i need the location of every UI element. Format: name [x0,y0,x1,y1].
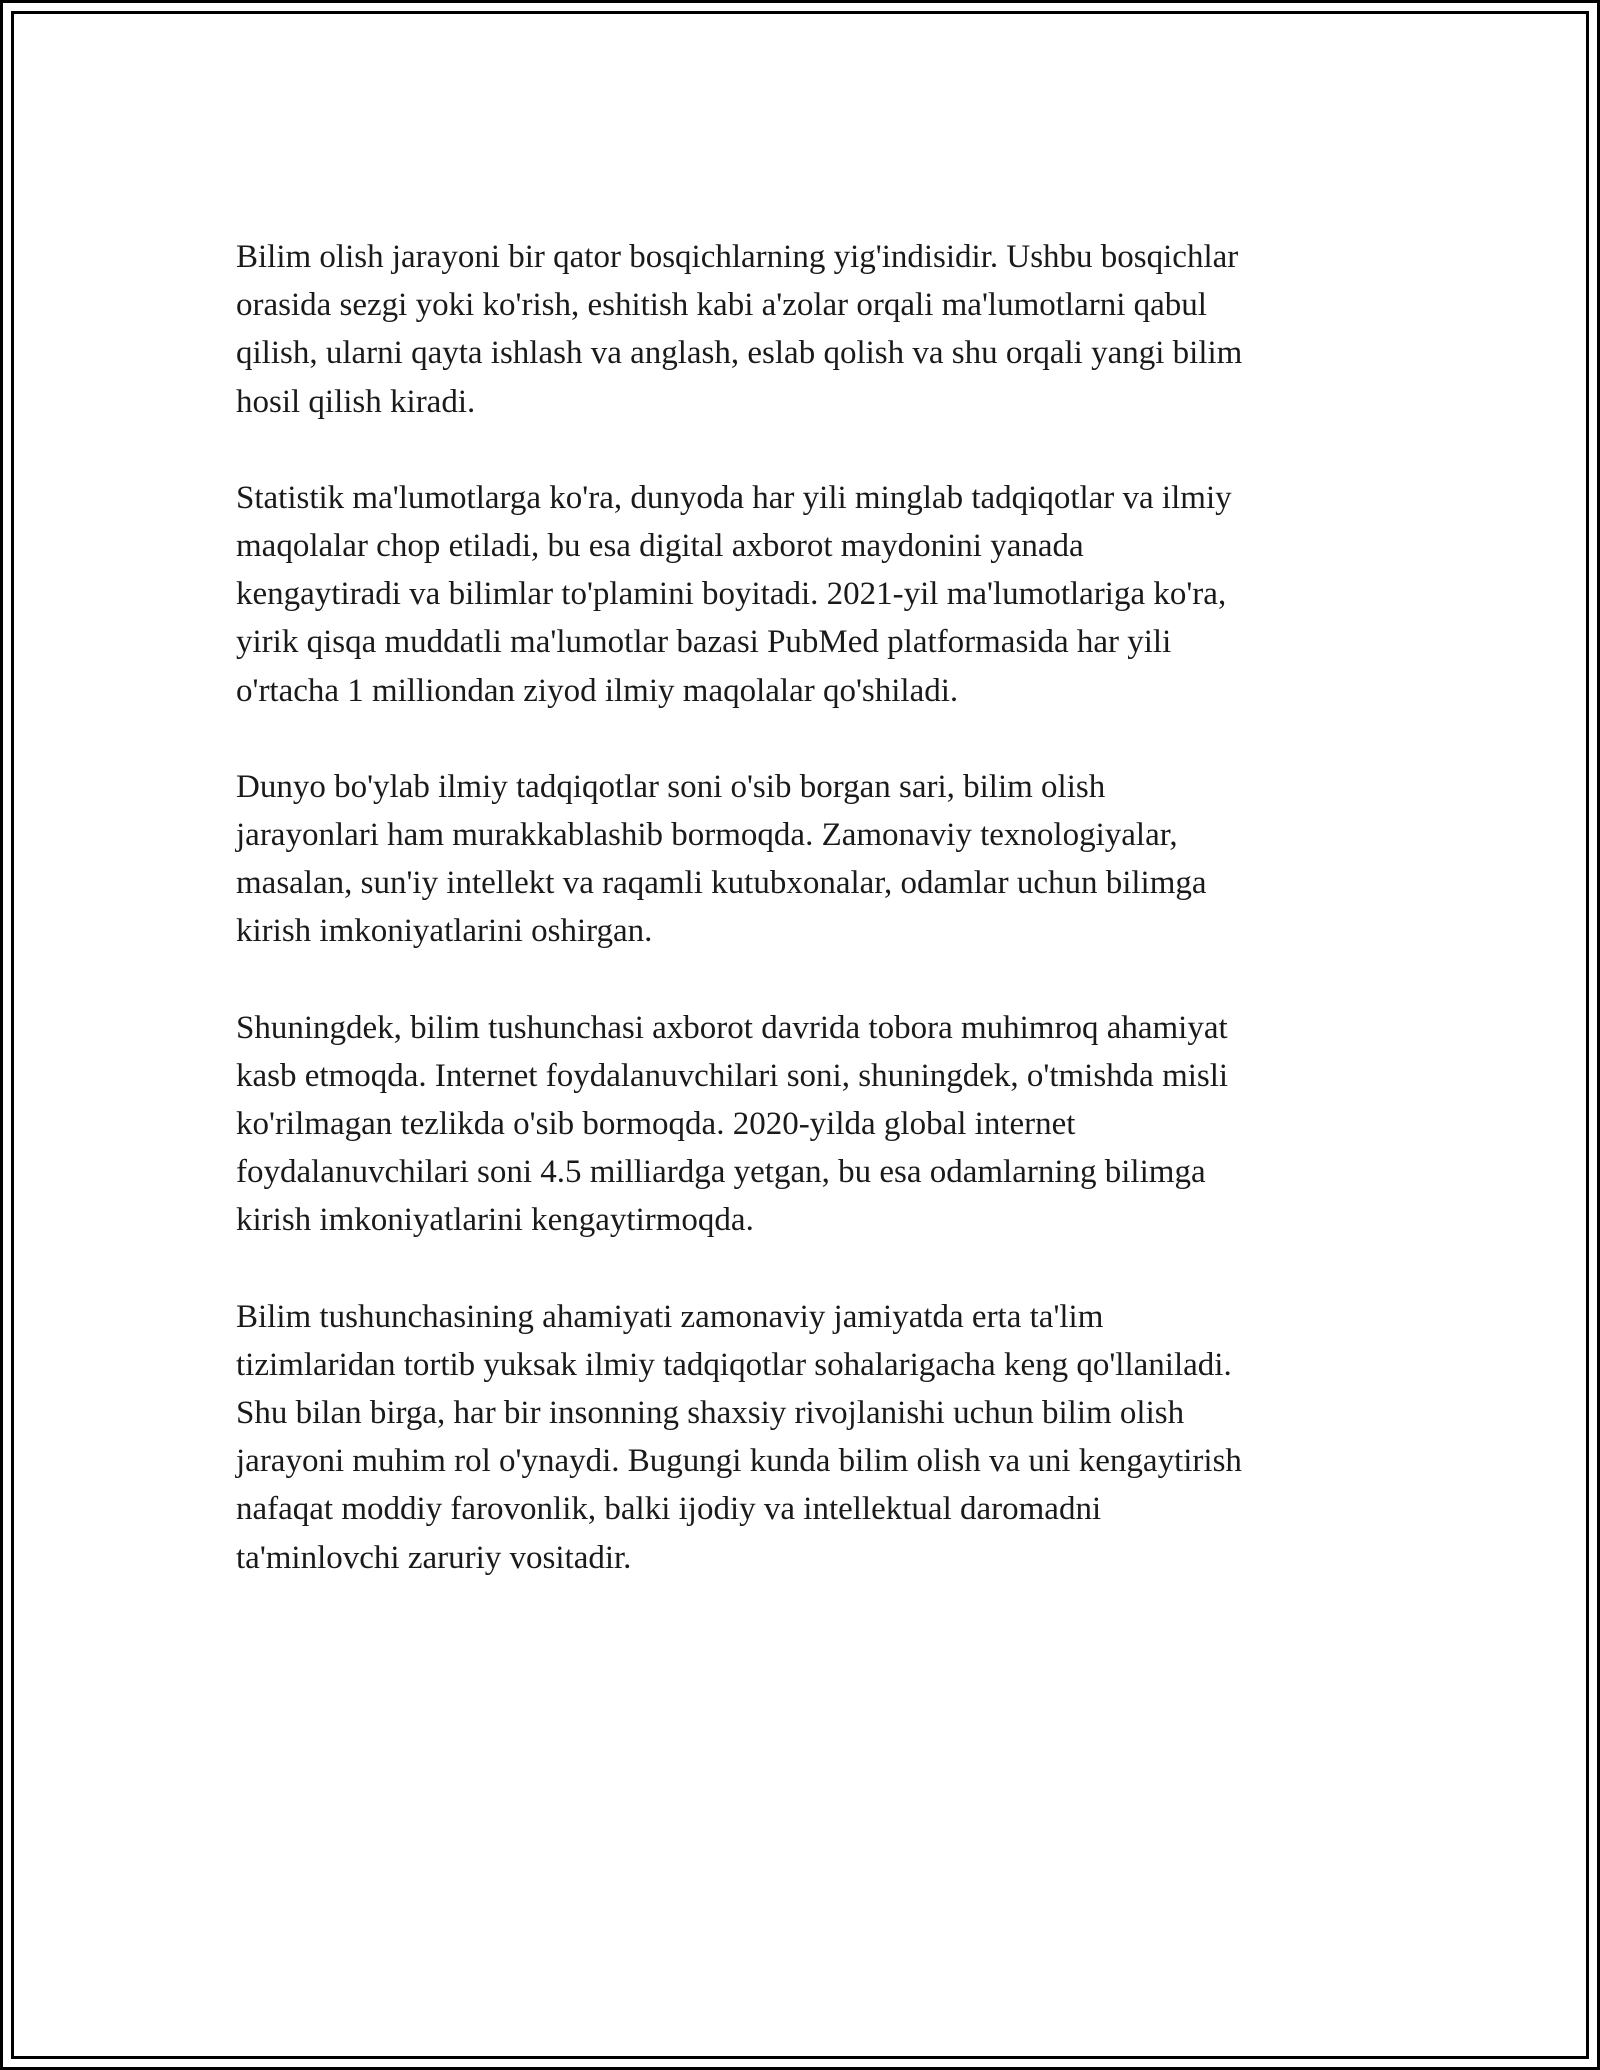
text-line: o'rtacha 1 milliondan ziyod ilmiy maqolalar qo'shiladi. [236,672,959,709]
paragraph-3 [236,763,1376,956]
text-line: nafaqat moddiy farovonlik, balki ijodiy va intellektual daromadni [236,1491,1102,1528]
text-line: kirish imkoniyatlarini oshirgan. [236,913,653,950]
text-line: tizimlaridan tortib yuksak ilmiy tadqiqotlar sohalarigacha keng qo'llaniladi. [236,1346,1232,1383]
paragraph-2 [236,474,1376,715]
text-line: Dunyo bo'ylab ilmiy tadqiqotlar soni o'sib borgan sari, bilim olish [236,768,1106,805]
text-line: masalan, sun'iy intellekt va raqamli kutubxonalar, odamlar uchun bilimga [236,865,1207,902]
text-line: foydalanuvchilari soni 4.5 milliardga yetgan, bu esa odamlarning bilimga [236,1154,1206,1191]
text-line: Bilim olish jarayoni bir qator bosqichlarning yig'indisidir. Ushbu bosqichlar [236,239,1239,275]
text-line: ko'rilmagan tezlikda o'sib bormoqda. 2020-yilda global internet [236,1106,1076,1143]
paragraph-1 [236,233,1376,426]
text-line: kasb etmoqda. Internet foydalanuvchilari soni, shuningdek, o'tmishda misli [236,1057,1229,1094]
document-body [236,233,1376,1630]
text-line: Statistik ma'lumotlarga ko'ra, dunyoda har yili minglab tadqiqotlar va ilmiy [236,479,1232,516]
text-line: kengaytiradi va bilimlar to'plamini boyitadi. 2021-yil ma'lumotlariga ko'ra, [236,576,1227,613]
text-line: jarayonlari ham murakkablashib bormoqda. Zamonaviy texnologiyalar, [236,817,1178,854]
text-line: qilish, ularni qayta ishlash va anglash, eslab qolish va shu orqali yangi bilim [236,335,1243,372]
paragraph-5 [236,1293,1376,1582]
paragraph-4 [236,1004,1376,1245]
text-line: hosil qilish kiradi. [236,383,476,420]
text-line: orasida sezgi yoki ko'rish, eshitish kabi a'zolar orqali ma'lumotlarni qabul [236,287,1207,324]
text-line: kirish imkoniyatlarini kengaytirmoqda. [236,1202,754,1239]
text-line: ta'minlovchi zaruriy vositadir. [236,1539,632,1576]
text-line: Shuningdek, bilim tushunchasi axborot davrida tobora muhimroq ahamiyat [236,1009,1228,1046]
text-line: maqolalar chop etiladi, bu esa digital axborot maydonini yanada [236,528,1084,565]
text-line: yirik qisqa muddatli ma'lumotlar bazasi PubMed platformasida har yili [236,624,1172,661]
text-line: Bilim tushunchasining ahamiyati zamonaviy jamiyatda erta ta'lim [236,1298,1104,1335]
text-line: jarayoni muhim rol o'ynaydi. Bugungi kunda bilim olish va uni kengaytirish [236,1443,1242,1480]
text-line: Shu bilan birga, har bir insonning shaxsiy rivojlanishi uchun bilim olish [236,1395,1185,1432]
